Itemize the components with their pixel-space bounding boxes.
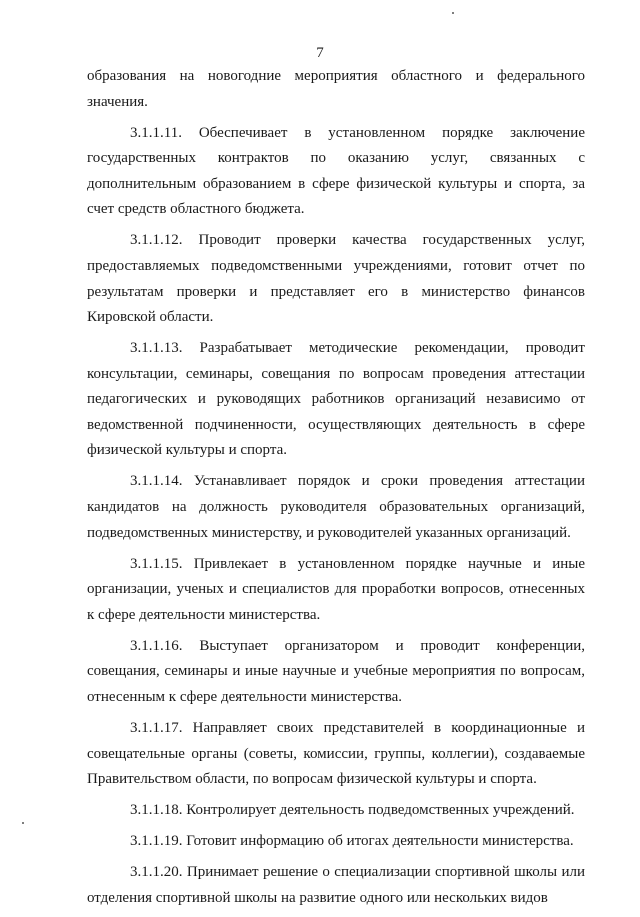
paragraph-3-1-1-20: 3.1.1.20. Принимает решение о специализации спортивной школы или отделения спортивной школы на развитие одного или нескольких видов	[87, 864, 585, 906]
scan-speck	[22, 822, 24, 824]
paragraph-3-1-1-15: 3.1.1.15. Привлекает в установленном порядке научные и иные организации, ученых и специалистов для проработки вопросов, отнесенных к сфере деятельности министерства.	[87, 555, 585, 623]
paragraph-3-1-1-12: 3.1.1.12. Проводит проверки качества государственных услуг, предоставляемых подведомственными учреждениями, готовит отчет по результатам проверки и представляет его в министерство финансов Кировской области.	[87, 232, 585, 326]
paragraph-3-1-1-11: 3.1.1.11. Обеспечивает в установленном порядке заключение государственных контрактов по оказанию услуг, связанных с дополнительным образованием в сфере физической культуры и спорта, за счет средств областного бюджета.	[87, 124, 585, 218]
paragraph-3-1-1-18: 3.1.1.18. Контролирует деятельность подведомственных учреждений.	[130, 802, 575, 819]
scan-speck	[452, 12, 454, 14]
paragraph-3-1-1-13: 3.1.1.13. Разрабатывает методические рекомендации, проводит консультации, семинары, совещания по вопросам проведения аттестации педагогических и руководящих работников организаций независимо от ведомственной подчиненности, осуществляющих деятельность в сфере физической культуры и спорта.	[87, 340, 585, 459]
paragraph-3-1-1-19: 3.1.1.19. Готовит информацию об итогах деятельности министерства.	[130, 833, 574, 850]
paragraph-3-1-1-14: 3.1.1.14. Устанавливает порядок и сроки проведения аттестации кандидатов на должность руководителя образовательных организаций, подведомственных министерству, и руководителей указанных организаций.	[87, 473, 585, 541]
paragraph-3-1-1-16: 3.1.1.16. Выступает организатором и проводит конференции, совещания, семинары и иные научные и учебные мероприятия по вопросам, отнесенным к сфере деятельности министерства.	[87, 637, 585, 705]
paragraph-continuation: образования на новогодние мероприятия областного и федерального значения.	[87, 68, 585, 110]
paragraph-3-1-1-17: 3.1.1.17. Направляет своих представителей в координационные и совещательные органы (советы, комиссии, группы, коллегии), создаваемые Правительством области, по вопросам физической культуры и спорта.	[87, 719, 585, 788]
page-number: 7	[316, 45, 324, 61]
document-body	[87, 64, 585, 917]
